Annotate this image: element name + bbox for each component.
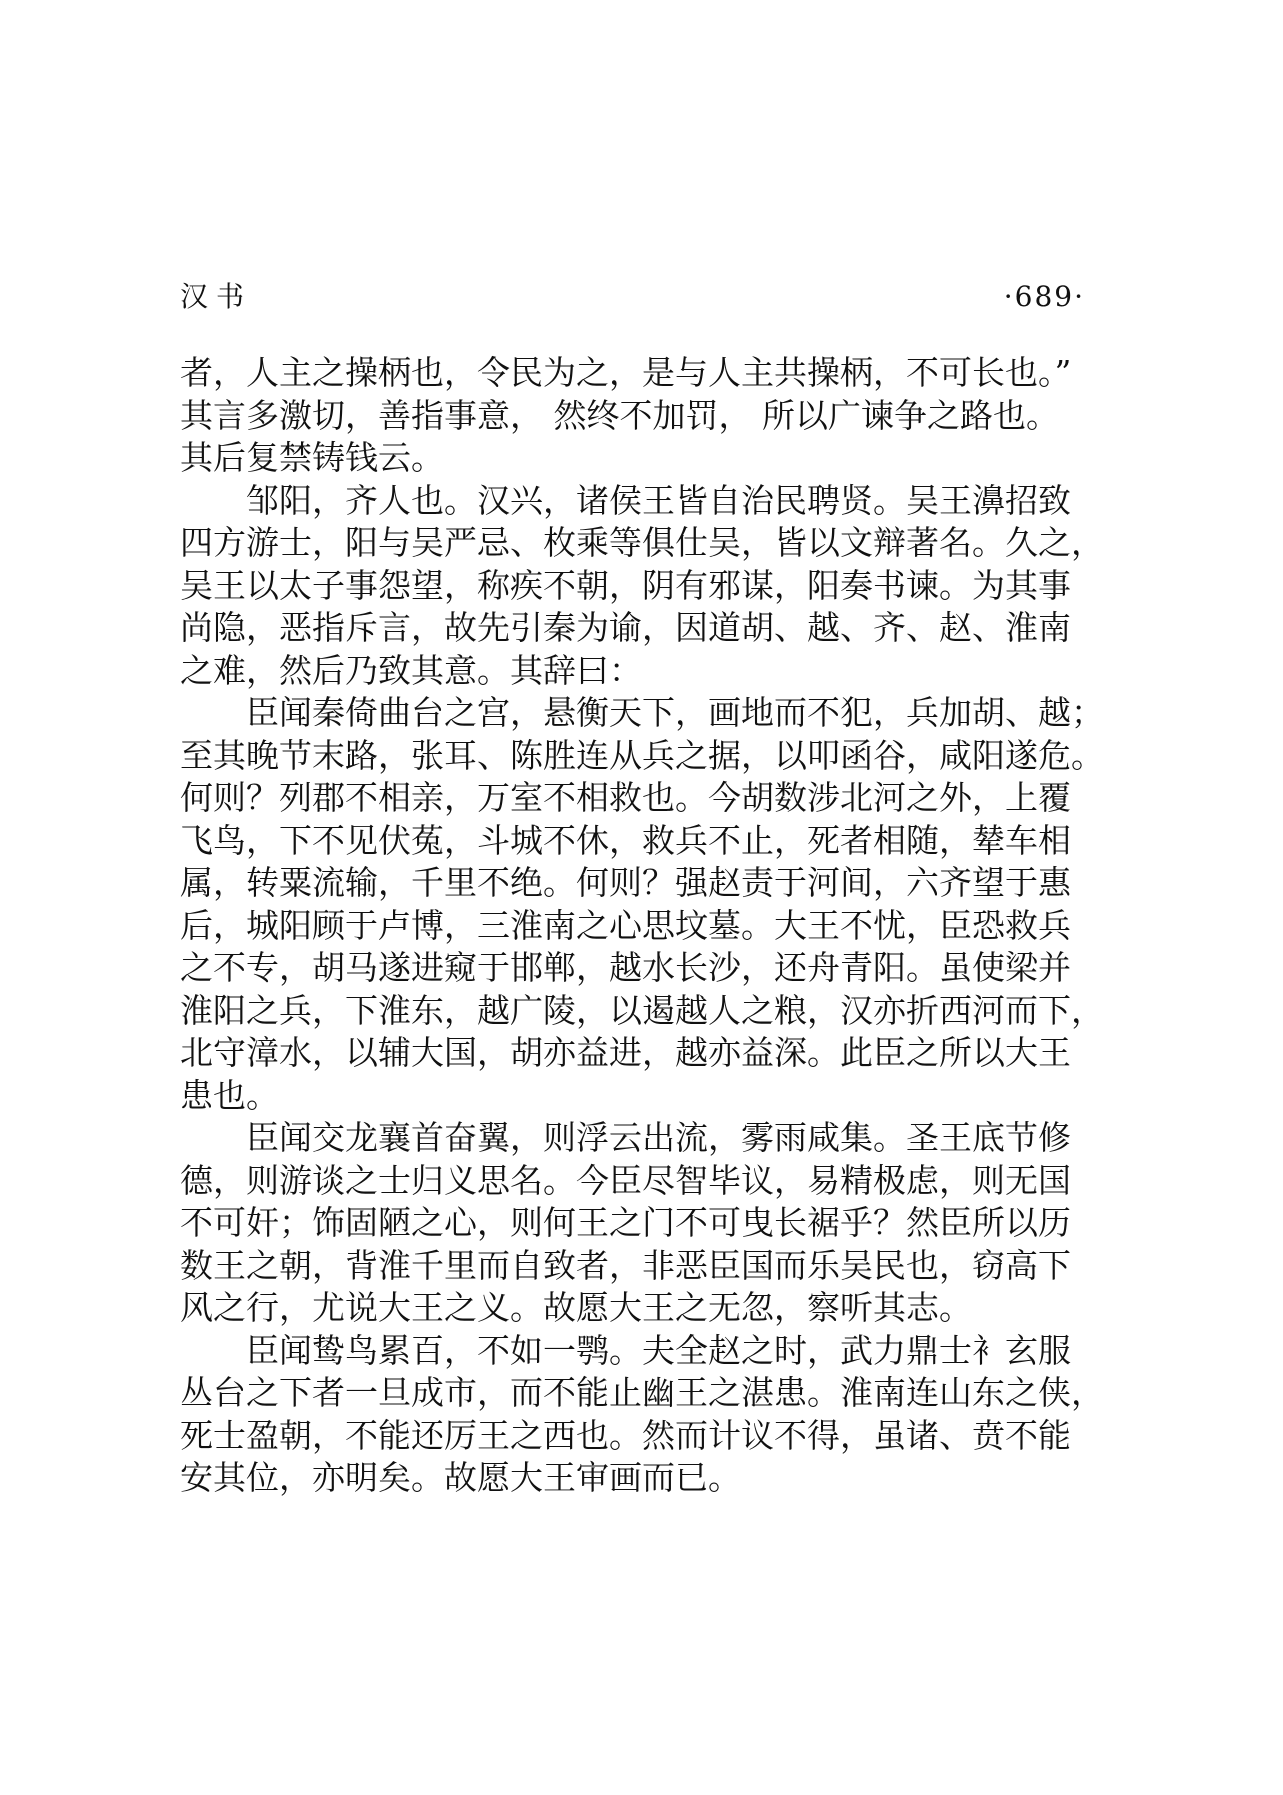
text-line: 丛台之下者一旦成市，而不能止幽王之湛患。淮南连山东之侠，: [180, 1373, 1104, 1412]
page-number: ·689·: [1003, 280, 1085, 313]
text-line: 风之行，尤说大王之义。故愿大王之无忽，察听其志。: [180, 1288, 972, 1327]
body-text: [180, 352, 1104, 1500]
running-header: [180, 275, 1085, 319]
text-line: 北守漳水，以辅大国，胡亦益进，越亦益深。此臣之所以大王: [180, 1033, 1071, 1072]
text-line: 属，转粟流输，千里不绝。何则？强赵责于河间，六齐望于惠: [180, 863, 1071, 902]
text-line: 臣闻鸷鸟累百，不如一鹗。夫全赵之时，武力鼎士衤玄服: [246, 1330, 1071, 1370]
text-line: 淮阳之兵，下淮东，越广陵，以遏越人之粮，汉亦折西河而下，: [180, 990, 1104, 1030]
text-line: 死士盈朝，不能还厉王之西也。然而计议不得，虽诸、贲不能: [180, 1415, 1071, 1455]
text-line: 之难，然后乃致其意。其辞曰：: [180, 650, 642, 690]
text-line: 邹阳，齐人也。汉兴，诸侯王皆自治民聘贤。吴王濞招致: [246, 480, 1071, 520]
text-line: 不可奸；饰固陋之心，则何王之门不可曳长裾乎？然臣所以历: [180, 1203, 1071, 1242]
text-line: 其言多激切，善指事意， 然终不加罚， 所以广谏争之路也。: [180, 395, 1059, 435]
text-line: 臣闻交龙襄首奋翼，则浮云出流，雾雨咸集。圣王底节修: [246, 1118, 1071, 1157]
text-line: 数王之朝，背淮千里而自致者，非恶臣国而乐吴民也，窃高下: [180, 1245, 1071, 1285]
text-line: 者，人主之操柄也，令民为之，是与人主共操柄，不可长也。”: [180, 353, 1072, 392]
text-line: 至其晚节末路，张耳、陈胜连从兵之据，以叩函谷，咸阳遂危。: [180, 735, 1104, 775]
text-line: 后，城阳顾于卢博，三淮南之心思坟墓。大王不忧，臣恐救兵: [180, 905, 1071, 945]
text-line: 尚隐，恶指斥言，故先引秦为谕，因道胡、越、齐、赵、淮南: [180, 608, 1071, 647]
text-line: 其后复禁铸钱云。: [180, 438, 444, 477]
text-line: 飞鸟，下不见伏菟，斗城不休，救兵不止，死者相随，辇车相: [180, 820, 1071, 860]
book-title: 汉书: [180, 280, 253, 313]
text-line: 臣闻秦倚曲台之宫，悬衡天下，画地而不犯，兵加胡、越；: [246, 693, 1104, 732]
text-line: 四方游士，阳与吴严忌、枚乘等俱仕吴，皆以文辩著名。久之，: [180, 523, 1104, 562]
text-line: 何则？列郡不相亲，万室不相救也。今胡数涉北河之外，上覆: [180, 778, 1071, 817]
text-line: 之不专，胡马遂进窥于邯郸，越水长沙，还舟青阳。虽使梁并: [180, 948, 1071, 987]
text-line: 患也。: [180, 1075, 279, 1115]
text-line: 德，则游谈之士归义思名。今臣尽智毕议，易精极虑，则无国: [180, 1160, 1071, 1200]
text-line: 安其位，亦明矣。故愿大王审画而已。: [180, 1458, 741, 1497]
text-line: 吴王以太子事怨望，称疾不朝，阴有邪谋，阳奏书谏。为其事: [180, 565, 1071, 605]
